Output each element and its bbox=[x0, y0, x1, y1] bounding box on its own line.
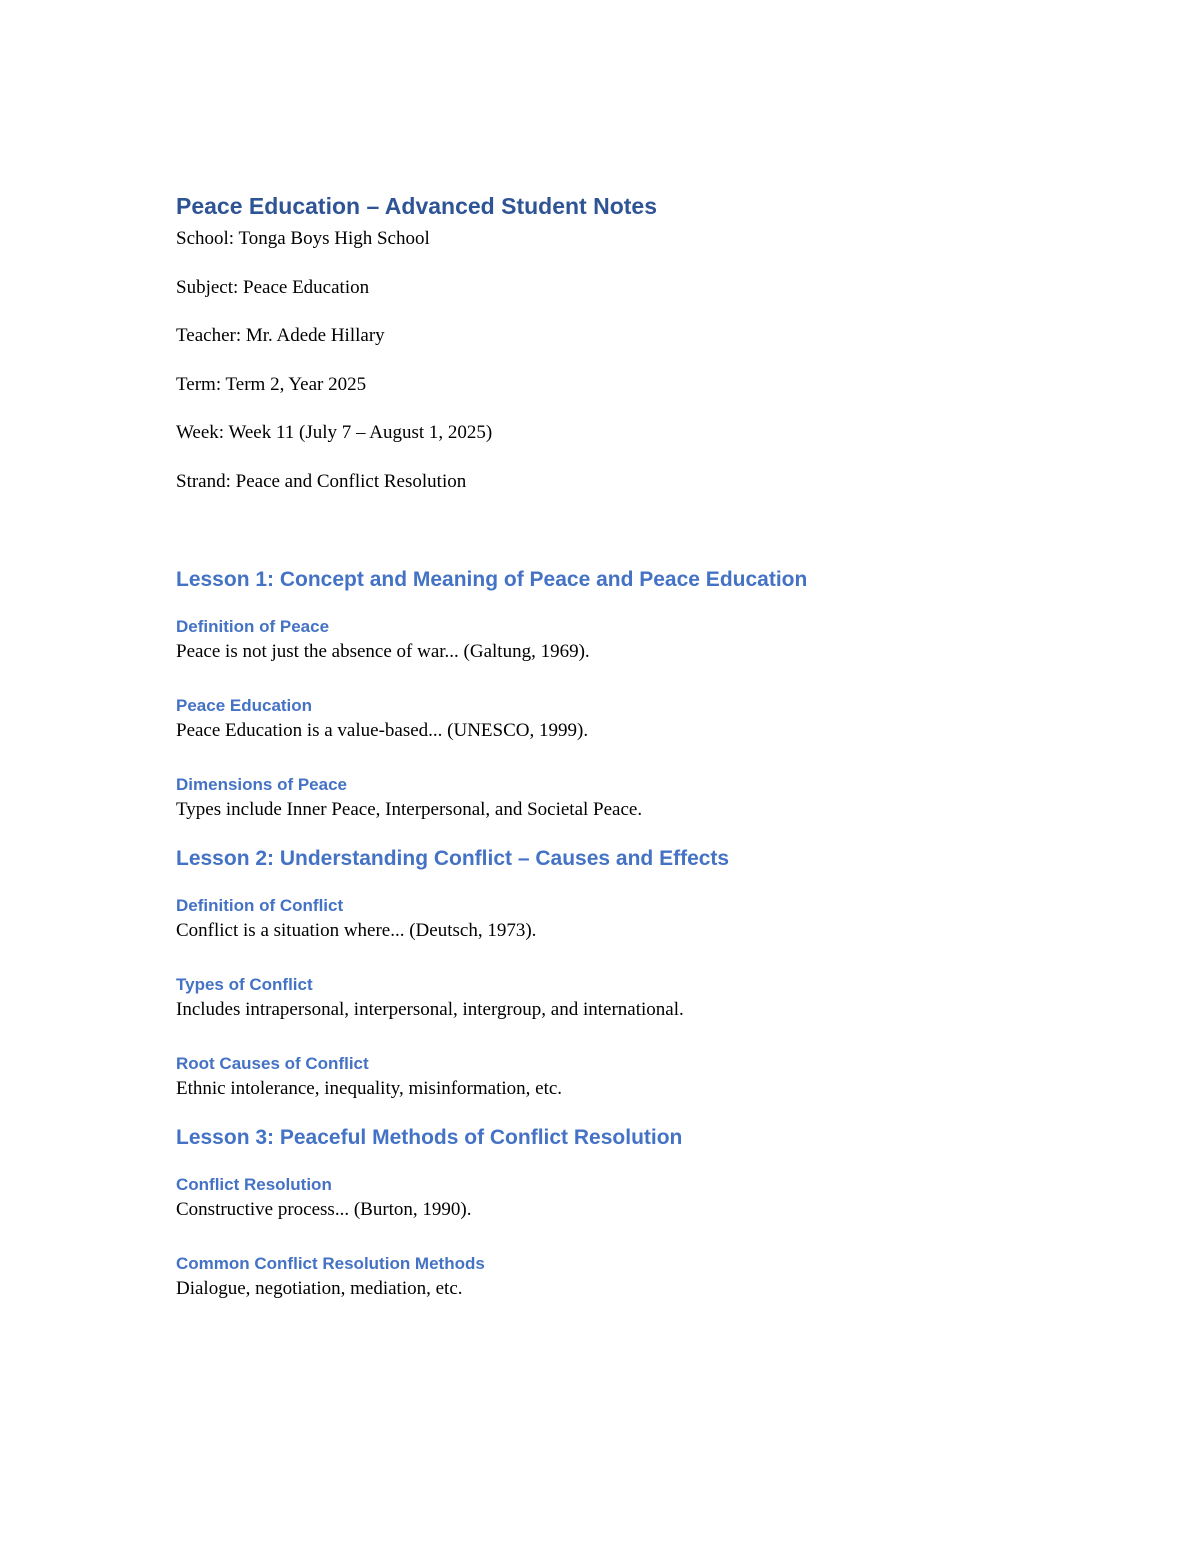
lesson-3-section-common-methods bbox=[176, 1252, 1036, 1302]
lesson-1-section-peace-education bbox=[176, 694, 1036, 744]
section-text: Types include Inner Peace, Interpersonal, and Societal Peace. bbox=[176, 798, 643, 820]
section-heading: Dimensions of Peace bbox=[176, 774, 348, 794]
section-text: Ethnic intolerance, inequality, misinformation, etc. bbox=[176, 1077, 563, 1099]
lesson-1-section-dimensions-of-peace bbox=[176, 773, 1036, 823]
meta-teacher: Teacher: Mr. Adede Hillary bbox=[176, 325, 385, 346]
lesson-3-heading: Lesson 3: Peaceful Methods of Conflict Resolution bbox=[176, 1125, 683, 1149]
lesson-2-section-root-causes bbox=[176, 1052, 1036, 1102]
document-body bbox=[176, 190, 1036, 1302]
section-heading: Conflict Resolution bbox=[176, 1174, 332, 1194]
section-text: Peace is not just the absence of war... (Galtung, 1969). bbox=[176, 640, 590, 662]
meta-school: School: Tonga Boys High School bbox=[176, 228, 430, 249]
section-heading: Definition of Peace bbox=[176, 616, 330, 636]
meta-strand: Strand: Peace and Conflict Resolution bbox=[176, 470, 467, 492]
lesson-2-section-definition-of-conflict bbox=[176, 894, 1036, 944]
lesson-1-section-definition-of-peace bbox=[176, 615, 1036, 665]
section-text: Conflict is a situation where... (Deutsch, 1973). bbox=[176, 919, 537, 941]
section-text: Dialogue, negotiation, mediation, etc. bbox=[176, 1277, 463, 1299]
lesson-2-section-types-of-conflict bbox=[176, 973, 1036, 1023]
section-heading: Definition of Conflict bbox=[176, 895, 344, 915]
section-heading: Common Conflict Resolution Methods bbox=[176, 1253, 485, 1273]
section-heading: Root Causes of Conflict bbox=[176, 1053, 369, 1073]
section-text: Peace Education is a value-based... (UNESCO, 1999). bbox=[176, 719, 589, 741]
document-title: Peace Education – Advanced Student Notes bbox=[176, 193, 657, 219]
lesson-1-heading: Lesson 1: Concept and Meaning of Peace and Peace Education bbox=[176, 567, 808, 591]
lesson-3-section-conflict-resolution bbox=[176, 1173, 1036, 1223]
section-heading: Types of Conflict bbox=[176, 974, 313, 994]
meta-week: Week: Week 11 (July 7 – August 1, 2025) bbox=[176, 422, 493, 443]
lesson-2-heading: Lesson 2: Understanding Conflict – Causes and Effects bbox=[176, 846, 730, 870]
meta-subject: Subject: Peace Education bbox=[176, 276, 370, 298]
meta-term: Term: Term 2, Year 2025 bbox=[176, 373, 367, 395]
section-text: Includes intrapersonal, interpersonal, intergroup, and international. bbox=[176, 998, 684, 1020]
section-heading: Peace Education bbox=[176, 695, 313, 715]
section-text: Constructive process... (Burton, 1990). bbox=[176, 1198, 472, 1220]
